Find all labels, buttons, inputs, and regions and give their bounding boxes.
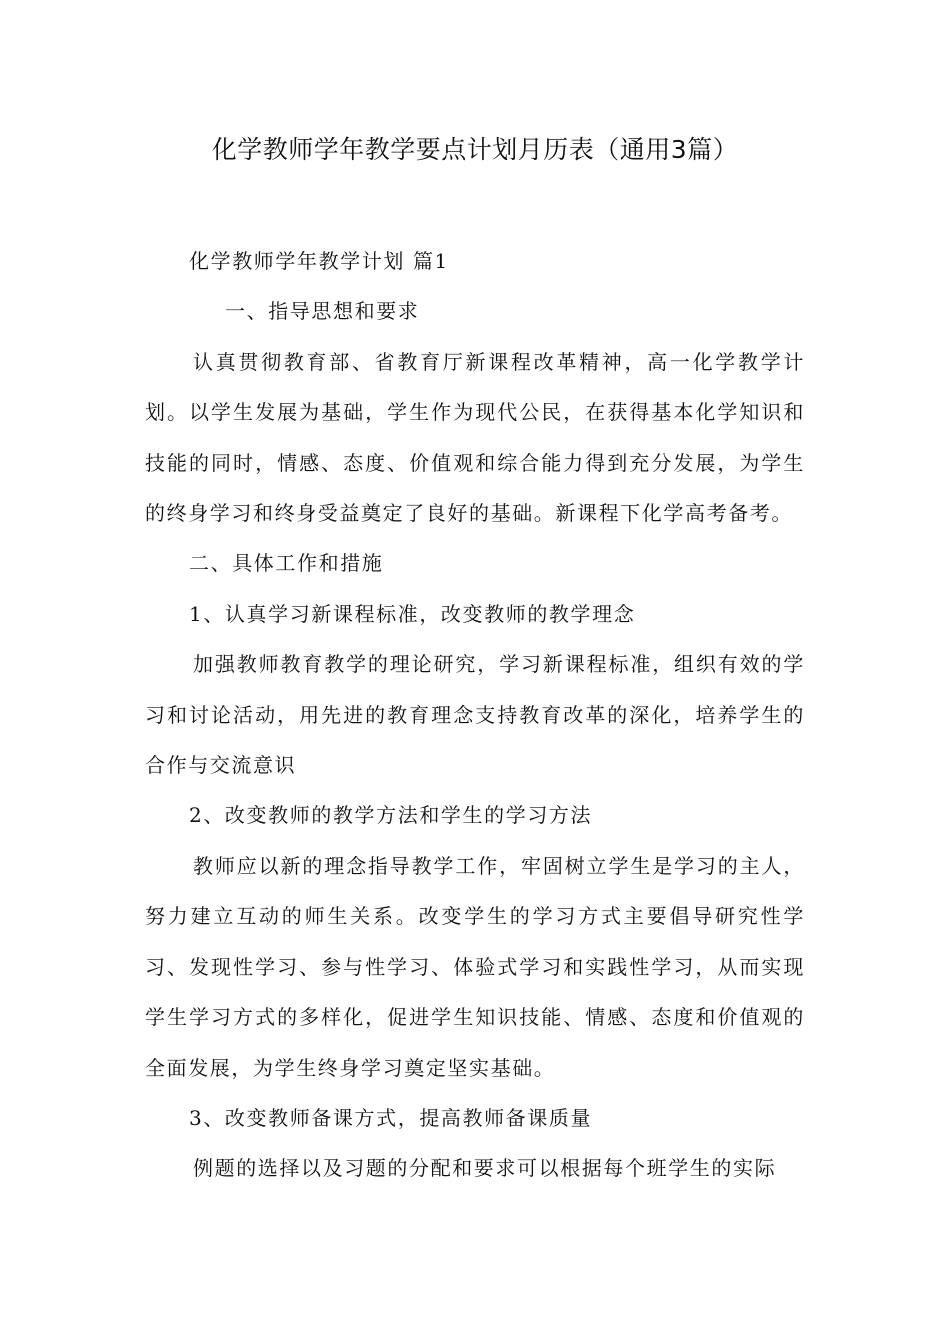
- item-heading: 1、认真学习新课程标准，改变教师的教学理念: [189, 601, 636, 626]
- body-paragraph: 认真贯彻教育部、省教育厅新课程改革精神，高一化学教学计划。以学生发展为基础，学生作为现代公民，在获得基本化学知识和技能的同时，情感、态度、价值观和综合能力得到充分发展，为学生的终身学习和终身受益奠定了良好的基础。新课程下化学高考备考。: [145, 349, 805, 526]
- document-body: [145, 236, 805, 1194]
- item-heading: 3、改变教师备课方式，提高教师备课质量: [189, 1105, 593, 1130]
- item-heading: 2、改变教师的教学方法和学生的学习方法: [189, 803, 593, 828]
- subsection-heading: 一、指导思想和要求: [225, 299, 420, 324]
- body-paragraph: 教师应以新的理念指导教学工作，牢固树立学生是学习的主人，努力建立互动的师生关系。改变学生的学习方式主要倡导研究性学习、发现性学习、参与性学习、体验式学习和实践性学习，从而实现学生学习方式的多样化，促进学生知识技能、情感、态度和价值观的全面发展，为学生终身学习奠定坚实基础。: [145, 853, 805, 1080]
- body-paragraph: 加强教师教育教学的理论研究，学习新课程标准，组织有效的学习和讨论活动，用先进的教育理念支持教育改革的深化，培养学生的合作与交流意识: [145, 652, 805, 778]
- document-title: 化学教师学年教学要点计划月历表（通用3篇）: [211, 135, 739, 164]
- body-paragraph: 例题的选择以及习题的分配和要求可以根据每个班学生的实际: [193, 1156, 777, 1181]
- section-heading: 化学教师学年教学计划 篇1: [189, 249, 449, 273]
- subsection-heading: 二、具体工作和措施: [189, 551, 384, 576]
